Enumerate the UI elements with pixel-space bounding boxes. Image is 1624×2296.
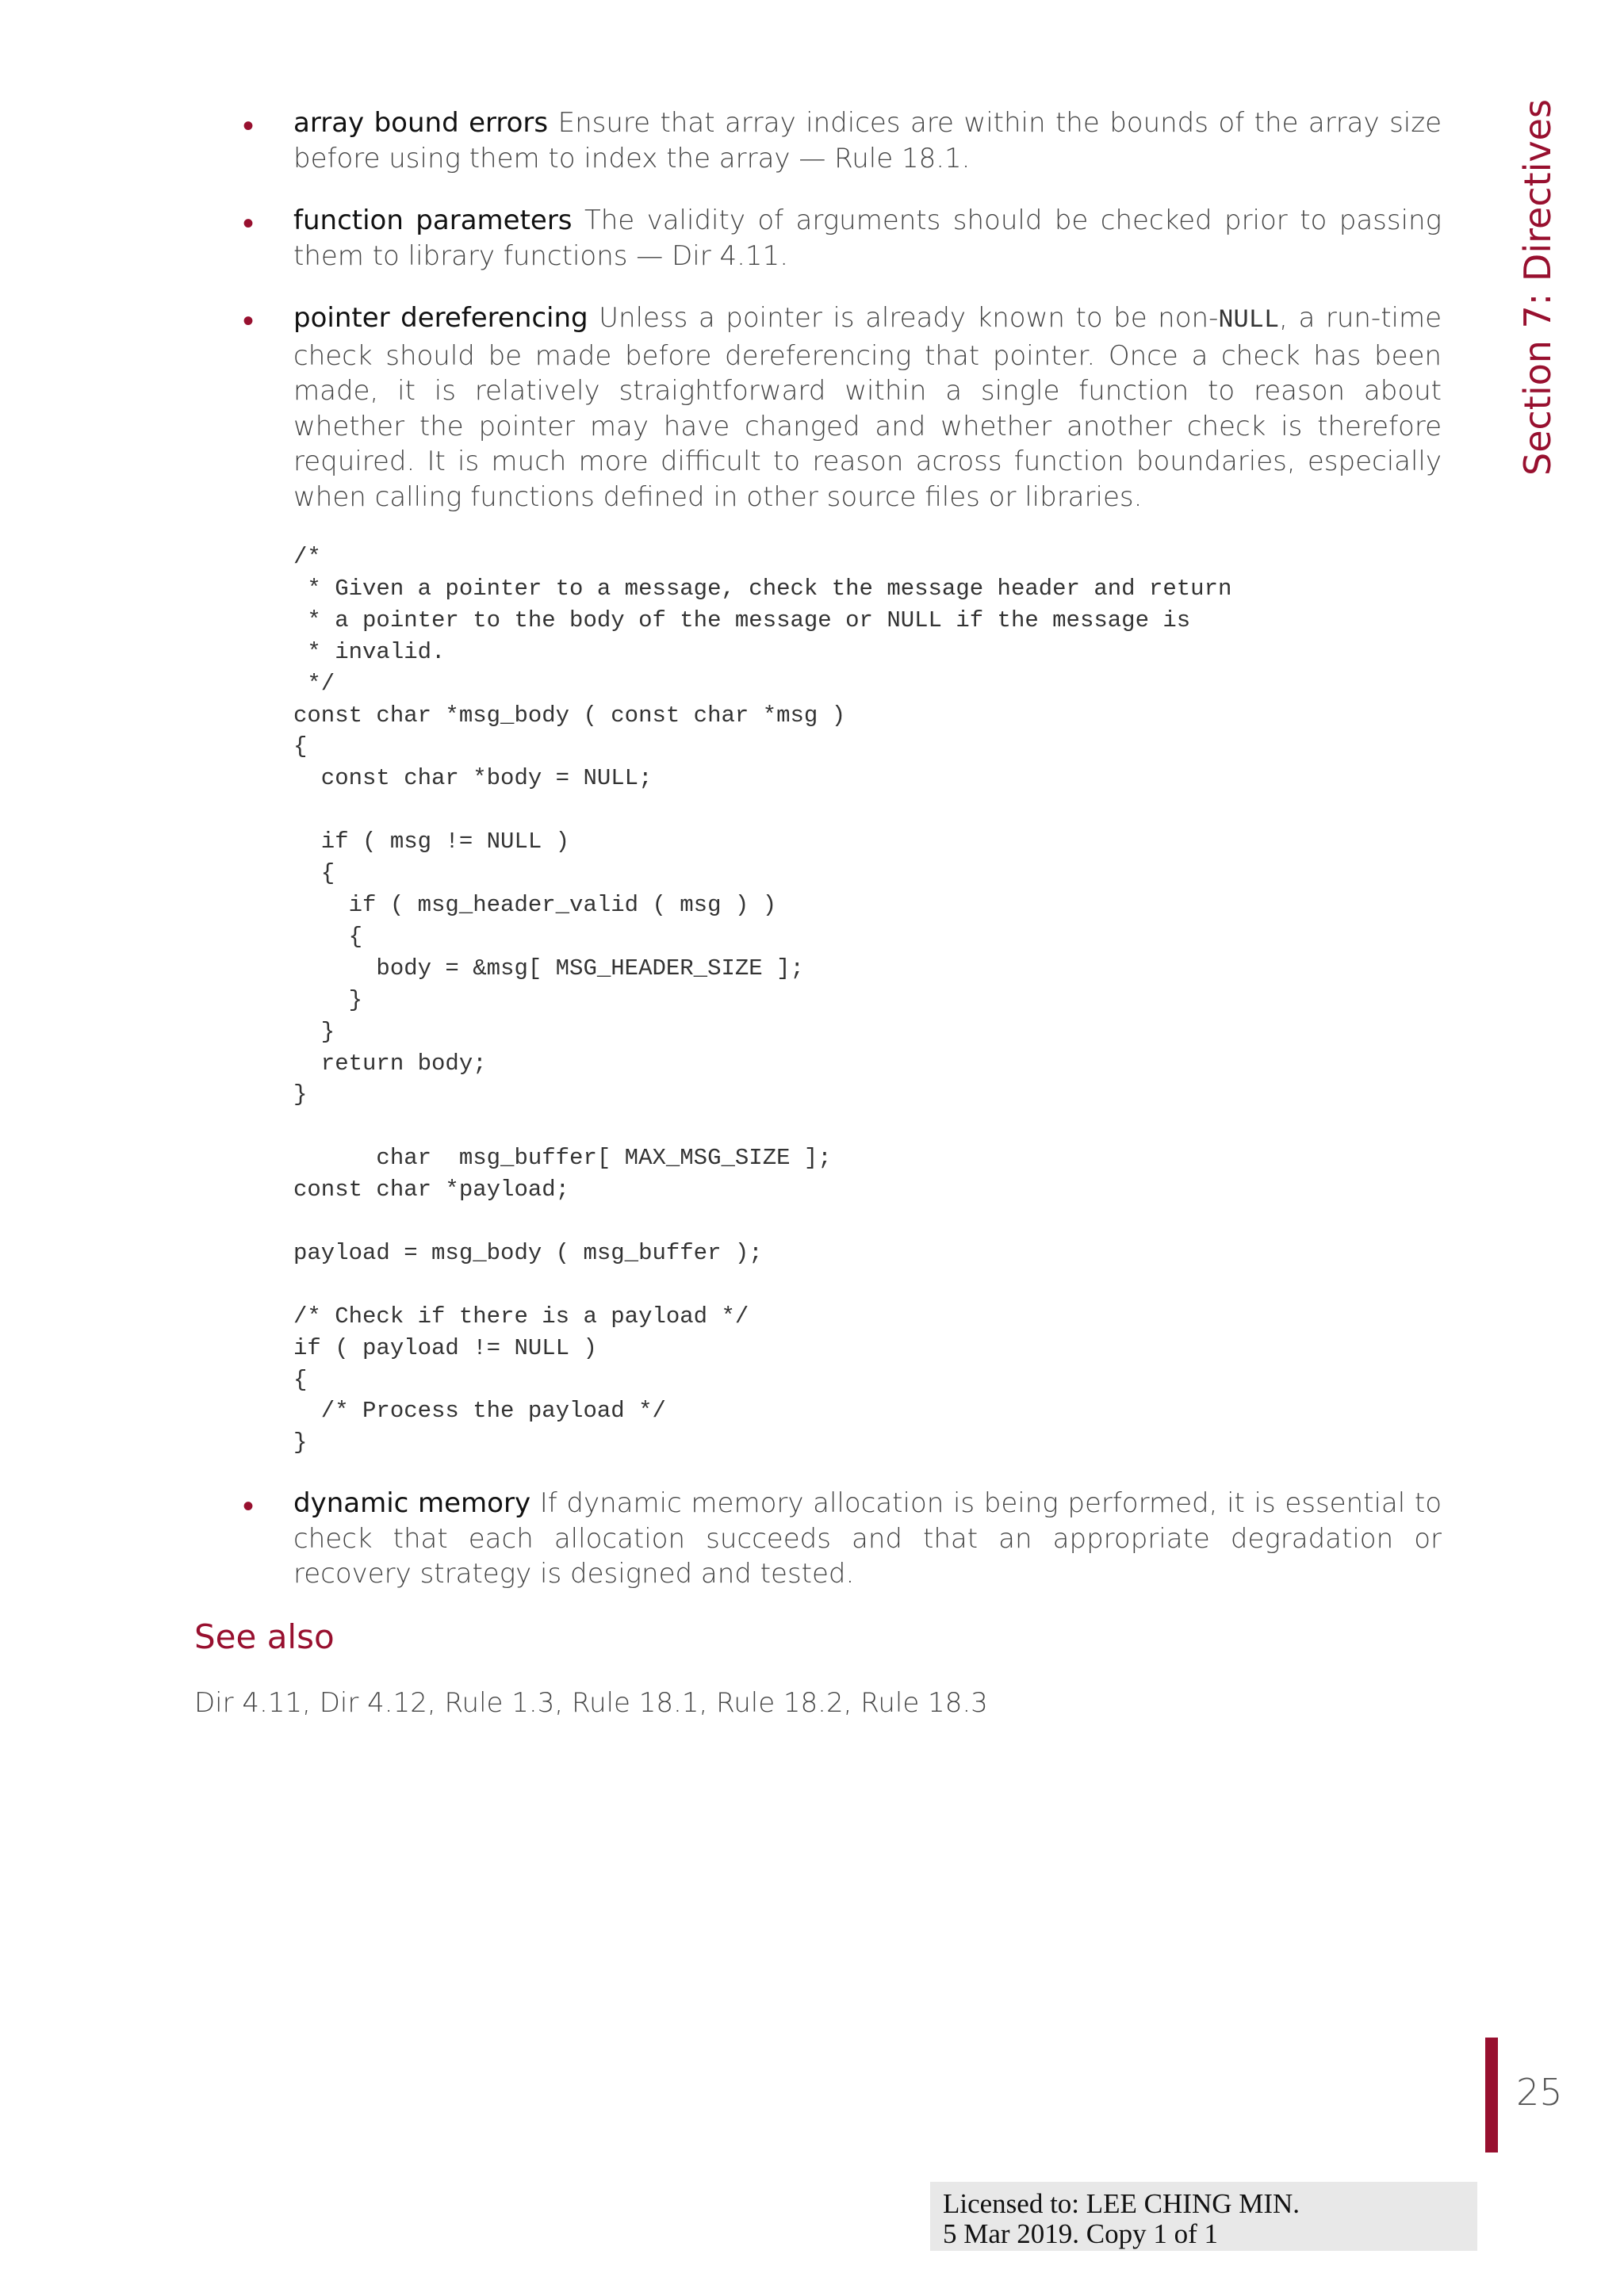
license-line-2: 5 Mar 2019. Copy 1 of 1 — [943, 2218, 1219, 2249]
list-item-text: Ensure that array indices are within the bounds of the array size before using them to index the array — Rule 18.1. — [293, 107, 1442, 174]
checks-list-continued — [243, 1486, 1442, 1592]
see-also-references: Dir 4.11, Dir 4.12, Rule 1.3, Rule 18.1, Rule 18.2, Rule 18.3 — [194, 1687, 988, 1719]
checks-list — [243, 105, 1442, 515]
list-item — [243, 300, 1442, 515]
section-side-label: Section 7: Directives — [1516, 99, 1559, 476]
list-item-term: array bound errors — [293, 107, 549, 139]
page-marker-bar — [1485, 2038, 1498, 2152]
list-item-term: dynamic memory — [293, 1487, 531, 1520]
list-item-term: pointer dereferencing — [293, 302, 588, 334]
list-item-text: If dynamic memory allocation is being performed, it is essential to check that each allocation succeeds and that an appropriate degradation or recovery strategy is designed and tested. — [293, 1487, 1442, 1590]
bullet-icon: • — [243, 205, 255, 242]
bullet-icon: • — [243, 108, 255, 144]
list-item-text: , a run-time check should be made before dereferencing that pointer. Once a check has been made, it is relatively straightforward within a single function to reason about whether the pointer may have changed and whether another check is therefore required. It is much more difficult to reason across function boundaries, especially when calling functions defined in other source files or libraries. — [293, 302, 1442, 513]
bullet-icon: • — [243, 1488, 255, 1525]
main-content — [243, 105, 1442, 1619]
list-item — [243, 1486, 1442, 1592]
page-number: 25 — [1516, 2071, 1563, 2114]
see-also-heading: See also — [194, 1617, 335, 1656]
inline-code: NULL — [1218, 305, 1280, 335]
list-item-text: The validity of arguments should be checked prior to passing them to library functions — Dir 4.11. — [293, 205, 1442, 272]
license-stamp — [930, 2182, 1477, 2251]
list-item — [243, 203, 1442, 274]
list-item-term: function parameters — [293, 205, 573, 236]
code-example: /* * Given a pointer to a message, check the message header and return * a pointer to the body of the message or NULL if the message is * invalid. */ const char *msg_body ( const char *msg ) { const char *body = NULL; if ( msg != NULL ) { if ( msg_header_valid ( msg ) ) { body = &msg[ MSG_HEADER_SIZE ]; } } return body; } char msg_buffer[ MAX_MSG_SIZE ]; const char *payload; payload = msg_body ( msg_buffer ); /* Check if there is a payload */ if ( payload != NULL ) { /* Process the payload */ } — [293, 544, 1232, 1456]
bullet-icon: • — [243, 303, 255, 339]
license-line-1: Licensed to: LEE CHING MIN. — [943, 2188, 1300, 2219]
list-item — [243, 105, 1442, 176]
list-item-text: Unless a pointer is already known to be non- — [588, 302, 1219, 334]
